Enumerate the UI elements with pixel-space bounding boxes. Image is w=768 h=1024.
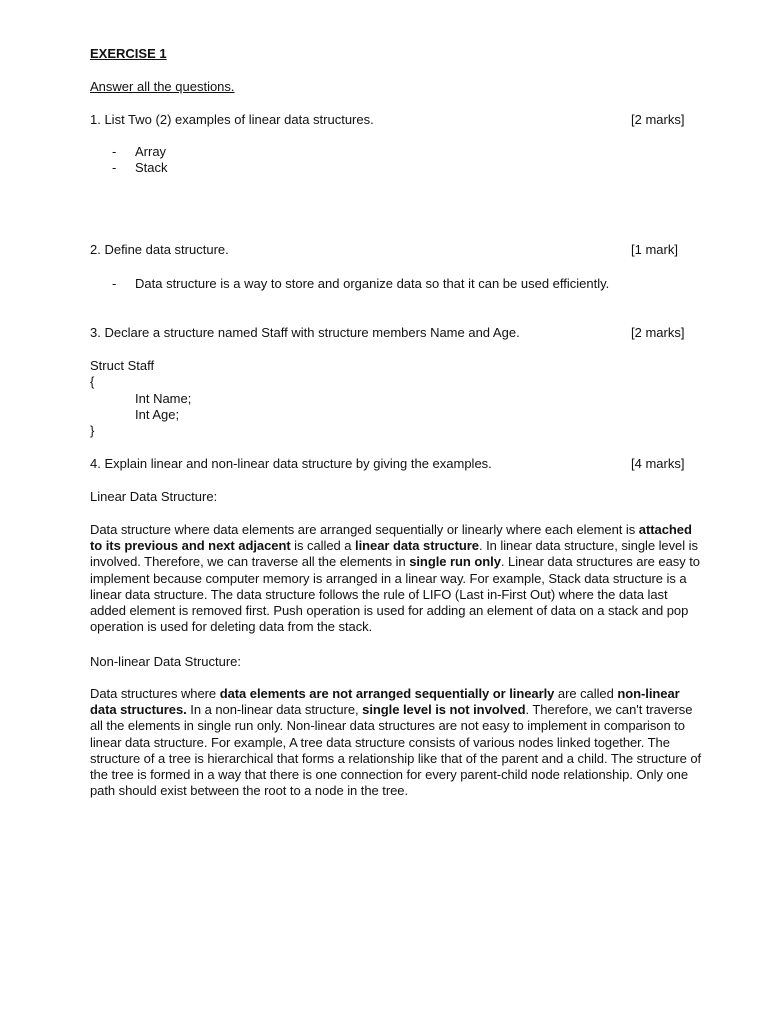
linear-bold-part: single run only	[409, 554, 501, 570]
linear-paragraph	[90, 522, 702, 635]
exercise-title: EXERCISE 1	[90, 46, 167, 61]
nonlinear-text-part: are called	[554, 686, 618, 701]
question-2-marks: [1 mark]	[631, 242, 678, 257]
question-3-marks: [2 marks]	[631, 325, 685, 340]
nonlinear-text-part: . Therefore, we can't traverse all the elements in single run only. Non-linear data structures are not easy to implement in comparison to linear data structure. For example, A tree data structure consists of various nodes linked together. The structure of a tree is hierarchical that forms a relationship like that of the parent and a child. The structure of the tree is formed in a way that there is one connection for every parent-child node relationship. Only one path should exist between the root to a node in the tree.	[90, 702, 702, 799]
question-4-marks: [4 marks]	[631, 456, 685, 471]
linear-bold-part: attached to its previous and next adjacent	[90, 522, 692, 554]
code-open-brace: {	[90, 374, 95, 389]
code-member-name: Int Name;	[135, 391, 192, 406]
question-2-text: 2. Define data structure.	[90, 242, 229, 257]
linear-text-part: . In linear data structure, single level is involved. Therefore, we can traverse all the elements in	[90, 538, 698, 570]
instruction-text: Answer all the questions.	[90, 79, 235, 94]
linear-text-part: is called a	[290, 538, 356, 554]
answer-1-item-stack: Stack	[135, 160, 168, 175]
question-1-text: 1. List Two (2) examples of linear data structures.	[90, 112, 374, 127]
linear-text-part: . Linear data structures are easy to implement because computer memory is arranged in a linear way. For example, Stack data structure is a linear data structure. The data structure follows the rule of LIFO (Last in-First Out) where the data last added element is removed first. Push operation is used for adding an element of data on a stack and pop operation is used for deleting data from the stack.	[90, 554, 700, 635]
question-4-text: 4. Explain linear and non-linear data structure by giving the examples.	[90, 456, 492, 471]
code-close-brace: }	[90, 423, 95, 438]
nonlinear-bold-part: single level is not involved	[362, 702, 526, 718]
linear-text-part: Data structure where data elements are arranged sequentially or linearly where each element is	[90, 522, 639, 537]
nonlinear-text-part: Data structures where	[90, 686, 220, 701]
code-struct-line: Struct Staff	[90, 358, 155, 373]
answer-2-text: Data structure is a way to store and organize data so that it can be used efficiently.	[135, 276, 610, 291]
nonlinear-bold-part: data elements are not arranged sequentially or linearly	[219, 686, 555, 701]
linear-heading: Linear Data Structure:	[90, 489, 218, 504]
linear-bold-part: linear data structure	[355, 538, 479, 554]
question-1-marks: [2 marks]	[631, 112, 685, 127]
list-dash: -	[112, 160, 117, 175]
answer-1-item-array: Array	[135, 144, 167, 159]
nonlinear-paragraph	[90, 686, 702, 799]
question-3-text: 3. Declare a structure named Staff with structure members Name and Age.	[90, 325, 520, 340]
nonlinear-bold-part: non-linear data structures.	[90, 686, 680, 718]
code-member-age: Int Age;	[135, 407, 180, 422]
nonlinear-text-part: In a non-linear data structure,	[186, 702, 363, 718]
list-dash: -	[112, 144, 117, 159]
list-dash: -	[112, 276, 117, 291]
nonlinear-heading: Non-linear Data Structure:	[90, 654, 242, 669]
